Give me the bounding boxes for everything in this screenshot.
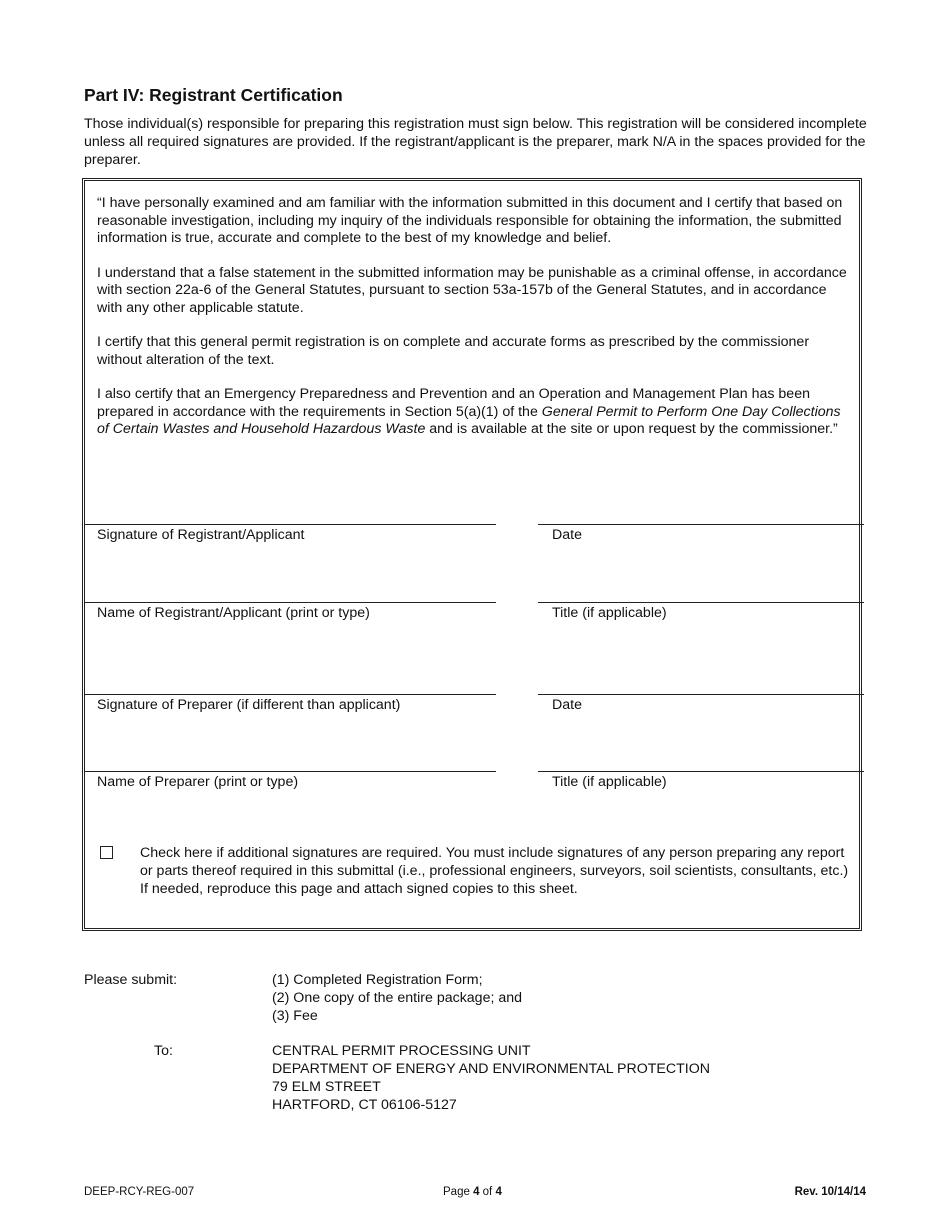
title-registrant-label: Title (if applicable) bbox=[552, 605, 667, 621]
date-preparer-label: Date bbox=[552, 697, 582, 713]
date-preparer-line[interactable] bbox=[538, 694, 864, 695]
page-current: 4 bbox=[473, 1186, 480, 1198]
general-permit-title: General Permit to Perform One Day Collections of Certain Wastes and Household Hazardous Waste bbox=[97, 403, 841, 437]
address-line: CENTRAL PERMIT PROCESSING UNIT bbox=[272, 1043, 531, 1059]
additional-signatures-instruction: Check here if additional signatures are required. You must include signatures of any person preparing any report or parts thereof required in this submittal (i.e., professional engineers, surveyors, soil scientists, consultants, etc.) bbox=[140, 845, 849, 879]
signature-registrant-label: Signature of Registrant/Applicant bbox=[97, 527, 305, 543]
address-line: DEPARTMENT OF ENERGY AND ENVIRONMENTAL PROTECTION bbox=[272, 1061, 711, 1077]
address-line: 79 ELM STREET bbox=[272, 1079, 381, 1095]
page-of: of bbox=[479, 1186, 496, 1198]
certification-paragraph-4 bbox=[97, 386, 849, 439]
please-submit-label: Please submit: bbox=[84, 972, 178, 988]
reproduce-page-note: If needed, reproduce this page and attach signed copies to this sheet. bbox=[140, 881, 578, 897]
signature-preparer-line[interactable] bbox=[85, 694, 496, 695]
additional-signatures-checkbox[interactable] bbox=[100, 846, 113, 859]
intro-text: Those individual(s) responsible for preparing this registration must sign below. This registration will be considered incomplete unless all required signatures are provided. If the registrant/applicant is the preparer, mark N/A in the spaces provided for the preparer. bbox=[84, 116, 867, 168]
cert-p4-start: I also certify that an Emergency Preparedness and Prevention and an Operation and Management Plan has been prepared in accordance with the requirements in Section 5(a)(1) of the bbox=[97, 386, 810, 420]
submit-item: (2) One copy of the entire package; and bbox=[272, 990, 523, 1006]
to-label: To: bbox=[154, 1043, 173, 1059]
page-total: 4 bbox=[495, 1186, 502, 1198]
mailing-address bbox=[272, 1042, 710, 1114]
page-title: Part IV: Registrant Certification bbox=[84, 85, 343, 105]
additional-signatures-text bbox=[140, 844, 852, 898]
title-preparer-line[interactable] bbox=[538, 771, 864, 772]
certification-statement bbox=[97, 195, 849, 456]
certification-paragraph-2: I understand that a false statement in the submitted information may be punishable as a criminal offense, in accordance with section 22a-6 of the General Statutes, pursuant to section 53a-157b of the General Statutes, and in accordance with any other applicable statute. bbox=[97, 264, 847, 316]
page-number bbox=[443, 1186, 502, 1198]
certification-paragraph-3: I certify that this general permit registration is on complete and accurate forms as prescribed by the commissioner without alteration of the text. bbox=[97, 334, 810, 368]
name-preparer-label: Name of Preparer (print or type) bbox=[97, 774, 299, 790]
name-registrant-line[interactable] bbox=[85, 602, 496, 603]
page-word: Page bbox=[443, 1186, 474, 1198]
revision-date: Rev. 10/14/14 bbox=[794, 1186, 866, 1198]
submit-item: (1) Completed Registration Form; bbox=[272, 972, 483, 988]
form-id: DEEP-RCY-REG-007 bbox=[84, 1186, 195, 1198]
cert-p4-end: and is available at the site or upon request by the commissioner.” bbox=[425, 421, 838, 437]
submit-items-list bbox=[272, 971, 522, 1025]
date-registrant-line[interactable] bbox=[538, 524, 864, 525]
signature-registrant-line[interactable] bbox=[85, 524, 496, 525]
submit-item: (3) Fee bbox=[272, 1008, 318, 1024]
name-preparer-line[interactable] bbox=[85, 771, 496, 772]
certification-paragraph-1: “I have personally examined and am familiar with the information submitted in this document and I certify that based on reasonable investigation, including my inquiry of the individuals responsible for obtaining the information, the submitted information is true, accurate and complete to the best of my knowledge and belief. bbox=[97, 195, 843, 246]
name-registrant-label: Name of Registrant/Applicant (print or type) bbox=[97, 605, 370, 621]
title-registrant-line[interactable] bbox=[538, 602, 864, 603]
signature-preparer-label: Signature of Preparer (if different than applicant) bbox=[97, 697, 401, 713]
date-registrant-label: Date bbox=[552, 527, 582, 543]
title-preparer-label: Title (if applicable) bbox=[552, 774, 667, 790]
address-line: HARTFORD, CT 06106-5127 bbox=[272, 1097, 457, 1113]
